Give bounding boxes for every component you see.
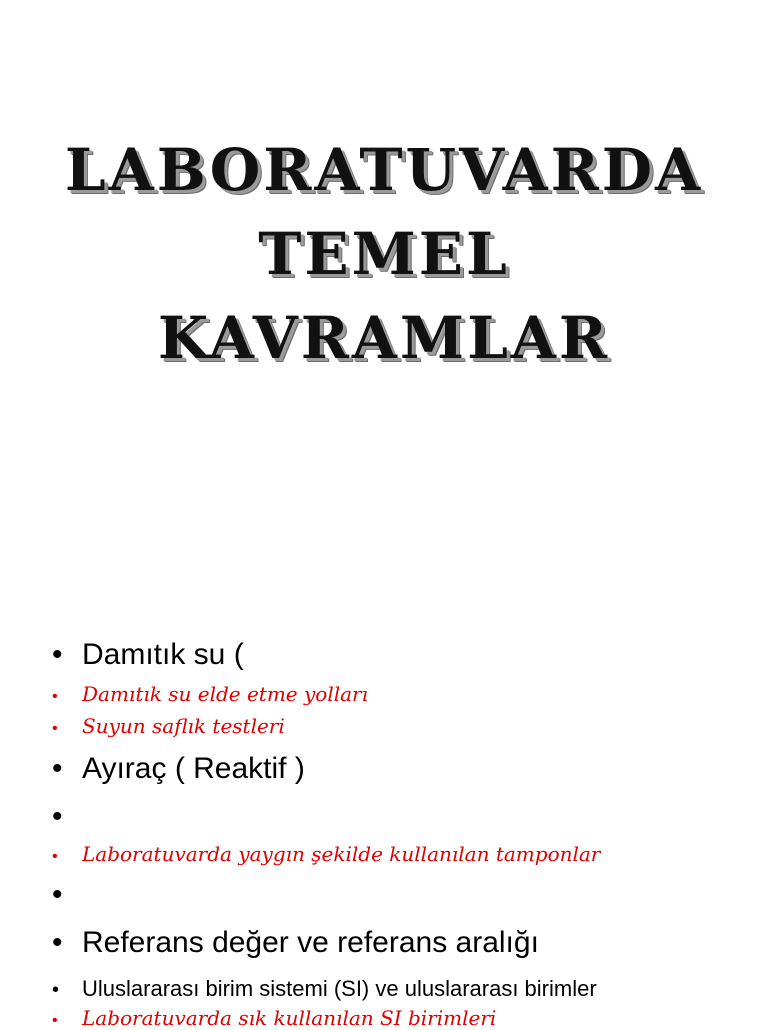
list-item-text: Damıtık su ( — [82, 638, 244, 671]
list-item-text: Uluslararası birim sistemi (SI) ve uluslararası birimler — [82, 976, 597, 1001]
list-item — [52, 842, 600, 866]
list-item — [52, 714, 285, 738]
title-line-3: KAVRAMLAR — [157, 304, 611, 372]
bullet-dot: • — [52, 688, 58, 705]
list-item-text: Ayıraç ( Reaktif ) — [82, 752, 305, 785]
list-item — [52, 800, 82, 834]
list-item-text: Laboratuvarda sık kullanılan SI birimleri — [82, 1006, 497, 1030]
list-item — [52, 682, 368, 706]
list-item-text: Damıtık su elde etme yolları — [82, 682, 369, 706]
list-item-text: Referans değer ve referans aralığı — [82, 926, 539, 959]
list-item — [52, 926, 539, 960]
page-title — [0, 128, 768, 380]
list-item — [52, 976, 597, 1002]
bullet-dot: • — [52, 800, 63, 833]
bullet-dot: • — [52, 1012, 58, 1029]
list-item-text: Suyun saflık testleri — [82, 714, 285, 738]
list-item — [52, 1006, 496, 1030]
list-item — [52, 752, 305, 786]
bullet-dot: • — [52, 979, 60, 1001]
bullet-dot: • — [52, 878, 63, 911]
bullet-dot: • — [52, 848, 58, 865]
list-item — [52, 638, 244, 672]
list-item — [52, 878, 82, 912]
bullet-dot: • — [52, 638, 63, 671]
list-item-text: Laboratuvarda yaygın şekilde kullanılan tamponlar — [82, 842, 601, 866]
bullet-dot: • — [52, 752, 63, 785]
title-line-1: LABORATUVARDA — [64, 136, 704, 204]
bullet-dot: • — [52, 926, 63, 959]
title-line-2: TEMEL — [258, 220, 510, 288]
bullet-dot: • — [52, 720, 58, 737]
